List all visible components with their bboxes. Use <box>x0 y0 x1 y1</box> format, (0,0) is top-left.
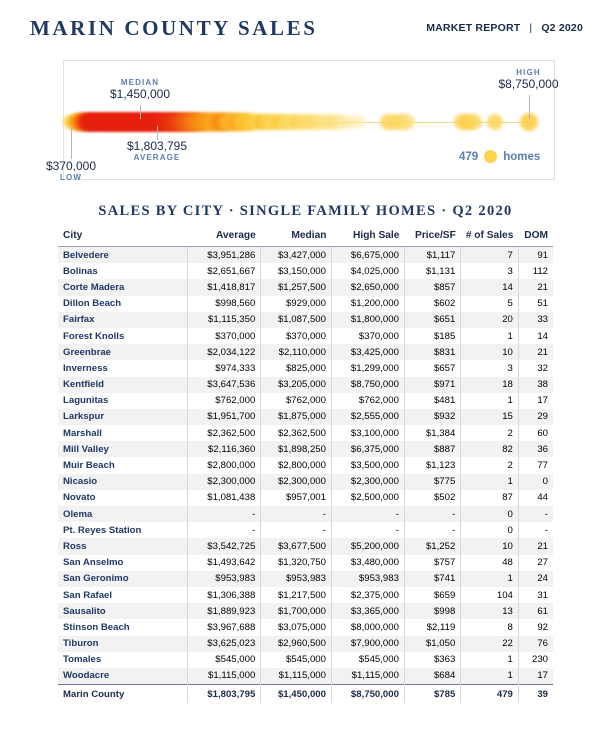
annotation-median <box>75 78 205 101</box>
cell-median: - <box>261 522 332 538</box>
cell-price-sf: $481 <box>404 393 460 409</box>
annotation-average-leader <box>157 126 158 140</box>
cell-city: Greenbrae <box>58 344 188 360</box>
legend-count: 479 <box>459 150 479 163</box>
cell-average: $1,115,350 <box>188 312 261 328</box>
column-header-median[interactable]: Median <box>261 228 332 247</box>
cell-price-sf: $831 <box>404 344 460 360</box>
cell-average: $2,300,000 <box>188 474 261 490</box>
cell-dom: 112 <box>532 265 548 277</box>
section-title: SALES BY CITY · SINGLE FAMILY HOMES · Q2 2020 <box>98 203 513 219</box>
chart-axis-line <box>68 122 530 123</box>
table-row[interactable] <box>58 652 553 668</box>
cell-num-sales: 2 <box>461 457 519 473</box>
annotation-low-value: $370,000 <box>45 159 97 173</box>
cell-num-sales: 14 <box>461 279 519 295</box>
cell-average: $545,000 <box>188 652 261 668</box>
cell-price-sf: $971 <box>404 377 460 393</box>
cell-dom: 21 <box>518 279 553 295</box>
cell-dom: 92 <box>537 621 548 633</box>
cell-price-sf: $887 <box>404 441 460 457</box>
cell-high-sale: $8,000,000 <box>331 619 404 635</box>
annotation-high-leader <box>529 95 530 119</box>
total-cell-price-sf: $785 <box>404 685 460 703</box>
cell-average: $3,625,023 <box>188 636 261 652</box>
cell-num-sales: 87 <box>461 490 519 506</box>
meta-separator: | <box>529 22 533 34</box>
total-cell-median: $1,450,000 <box>261 685 332 703</box>
cell-num-sales: 10 <box>461 344 519 360</box>
cell-median: $953,983 <box>261 571 332 587</box>
column-header-city[interactable]: City <box>58 228 188 247</box>
table-header-row <box>58 228 553 247</box>
cell-num-sales: 104 <box>461 587 519 603</box>
cell-price-sf: $1,050 <box>404 636 460 652</box>
cell-dom: 14 <box>537 330 548 342</box>
cell-city: Forest Knolls <box>58 328 188 344</box>
cell-average: $2,362,500 <box>188 425 261 441</box>
report-meta <box>426 22 583 34</box>
table-row[interactable] <box>58 538 553 554</box>
cell-price-sf: $1,117 <box>404 247 460 264</box>
cell-num-sales: 1 <box>461 668 519 685</box>
table-row[interactable] <box>58 377 553 393</box>
cell-median: $957,001 <box>261 490 332 506</box>
annotation-high-value: $8,750,000 <box>498 77 559 91</box>
cell-high-sale: $3,500,000 <box>331 457 404 473</box>
page-header <box>0 0 611 56</box>
cell-price-sf: $1,123 <box>404 457 460 473</box>
cell-median: $2,110,000 <box>261 344 332 360</box>
cell-city: Larkspur <box>58 409 188 425</box>
cell-average: $1,418,817 <box>188 279 261 295</box>
cell-median: $3,150,000 <box>261 263 332 279</box>
cell-high-sale: $5,200,000 <box>331 538 404 554</box>
table-row[interactable] <box>58 571 553 587</box>
cell-average: $1,951,700 <box>188 409 261 425</box>
table-row[interactable] <box>58 457 553 473</box>
table-row[interactable] <box>58 393 553 409</box>
cell-median: $1,898,250 <box>261 441 332 457</box>
cell-median: $3,205,000 <box>261 377 332 393</box>
cell-dom: 31 <box>537 589 548 601</box>
cell-price-sf: $651 <box>404 312 460 328</box>
cell-median: $1,875,000 <box>261 409 332 425</box>
cell-city: Dillon Beach <box>58 296 188 312</box>
cell-dom: - <box>544 524 548 536</box>
cell-city: Nicasio <box>58 474 188 490</box>
cell-high-sale: $2,375,000 <box>331 587 404 603</box>
cell-median: $3,075,000 <box>261 619 332 635</box>
cell-num-sales: 1 <box>461 328 519 344</box>
cell-median: - <box>261 506 332 522</box>
cell-dom: 29 <box>518 409 553 425</box>
cell-average: $974,333 <box>188 360 261 376</box>
cell-num-sales: 15 <box>461 409 519 425</box>
column-header-dom[interactable]: DOM <box>518 228 553 247</box>
cell-dom: 0 <box>518 474 553 490</box>
cell-city: Bolinas <box>58 263 188 279</box>
total-cell-city: Marin County <box>58 685 188 703</box>
cell-high-sale: $762,000 <box>331 393 404 409</box>
cell-median: $929,000 <box>261 296 332 312</box>
cell-high-sale: $2,555,000 <box>331 409 404 425</box>
cell-dom: 230 <box>531 654 548 666</box>
cell-num-sales: 13 <box>461 603 519 619</box>
cell-num-sales: 1 <box>461 393 519 409</box>
table-row[interactable] <box>58 409 553 425</box>
cell-average: $3,542,725 <box>188 538 261 554</box>
cell-city: Marshall <box>58 425 188 441</box>
cell-average: $1,889,923 <box>188 603 261 619</box>
cell-median: $1,320,750 <box>261 555 332 571</box>
cell-city: Novato <box>58 490 188 506</box>
cell-city: Ross <box>58 538 188 554</box>
cell-city: Woodacre <box>58 668 188 685</box>
cell-high-sale: $1,299,000 <box>331 360 404 376</box>
cell-dom: 36 <box>518 441 553 457</box>
cell-price-sf: $657 <box>404 360 460 376</box>
cell-median: $2,960,500 <box>261 636 332 652</box>
cell-price-sf: $932 <box>404 409 460 425</box>
table-row[interactable] <box>58 587 553 603</box>
cell-num-sales: 10 <box>461 538 519 554</box>
cell-price-sf: $602 <box>404 296 460 312</box>
table-row[interactable] <box>58 490 553 506</box>
cell-price-sf: $741 <box>404 571 460 587</box>
cell-high-sale: $1,200,000 <box>331 296 404 312</box>
cell-city: Muir Beach <box>58 457 188 473</box>
cell-high-sale: $1,800,000 <box>331 312 404 328</box>
cell-median: $1,257,500 <box>261 279 332 295</box>
table-row[interactable] <box>58 263 553 279</box>
table-row[interactable] <box>58 668 553 685</box>
report-label: MARKET REPORT <box>426 22 521 34</box>
annotation-average-caption: AVERAGE <box>133 153 181 162</box>
total-cell-dom: 39 <box>518 685 553 703</box>
cell-average: $3,967,688 <box>188 619 261 635</box>
cell-median: $370,000 <box>261 328 332 344</box>
cell-dom: 38 <box>518 377 553 393</box>
cell-median: $1,087,500 <box>261 312 332 328</box>
cell-price-sf: $1,131 <box>404 263 460 279</box>
sales-by-city-table <box>58 228 553 703</box>
cell-num-sales: 22 <box>461 636 519 652</box>
cell-price-sf: - <box>404 522 460 538</box>
cell-num-sales: 0 <box>461 506 519 522</box>
cell-average: $762,000 <box>188 393 261 409</box>
cell-num-sales: 1 <box>461 474 519 490</box>
cell-average: $2,116,360 <box>188 441 261 457</box>
cell-high-sale: $6,375,000 <box>331 441 404 457</box>
legend-label: homes <box>503 150 541 163</box>
cell-high-sale: $3,425,000 <box>331 344 404 360</box>
cell-high-sale: $8,750,000 <box>331 377 404 393</box>
cell-median: $1,700,000 <box>261 603 332 619</box>
cell-median: $1,115,000 <box>261 668 332 685</box>
annotation-low-caption: LOW <box>60 173 82 182</box>
cell-high-sale: $1,115,000 <box>331 668 404 685</box>
cell-average: $953,983 <box>188 571 261 587</box>
cell-dom: 17 <box>537 395 548 407</box>
cell-city: Inverness <box>58 360 188 376</box>
cell-city: Lagunitas <box>58 393 188 409</box>
cell-average: $1,306,388 <box>188 587 261 603</box>
cell-num-sales: 48 <box>461 555 519 571</box>
cell-price-sf: $757 <box>404 555 460 571</box>
total-cell-average: $1,803,795 <box>188 685 261 703</box>
cell-city: San Rafael <box>58 587 188 603</box>
table-row[interactable] <box>58 328 553 344</box>
cell-average: $370,000 <box>188 328 261 344</box>
table-row[interactable] <box>58 522 553 538</box>
cell-city: Stinson Beach <box>58 619 188 635</box>
cell-num-sales: 0 <box>461 522 519 538</box>
cell-average: - <box>188 522 261 538</box>
cell-price-sf: $684 <box>404 668 460 685</box>
cell-dom: - <box>518 506 553 522</box>
cell-high-sale: $6,675,000 <box>331 247 404 264</box>
cell-num-sales: 82 <box>461 441 519 457</box>
cell-city: Sausalito <box>58 603 188 619</box>
cell-city: Fairfax <box>58 312 188 328</box>
cell-average: $2,800,000 <box>188 457 261 473</box>
cell-average: $2,034,122 <box>188 344 261 360</box>
cell-city: Belvedere <box>58 247 188 264</box>
cell-price-sf: $1,252 <box>404 538 460 554</box>
table-row[interactable] <box>58 555 553 571</box>
cell-city: Mill Valley <box>58 441 188 457</box>
table-row[interactable] <box>58 441 553 457</box>
cell-average: $998,560 <box>188 296 261 312</box>
cell-dom: 21 <box>518 538 553 554</box>
cell-average: $1,081,438 <box>188 490 261 506</box>
cell-median: $1,217,500 <box>261 587 332 603</box>
cell-dom: 76 <box>518 636 553 652</box>
table-row[interactable] <box>58 360 553 376</box>
cell-high-sale: $7,900,000 <box>331 636 404 652</box>
cell-average: $3,647,536 <box>188 377 261 393</box>
cell-price-sf: $998 <box>404 603 460 619</box>
cell-city: Pt. Reyes Station <box>58 522 188 538</box>
cell-median: $762,000 <box>261 393 332 409</box>
cell-high-sale: $2,500,000 <box>331 490 404 506</box>
cell-num-sales: 3 <box>461 360 519 376</box>
legend-dot-icon <box>484 150 497 163</box>
cell-median: $3,677,500 <box>261 538 332 554</box>
table-row[interactable] <box>58 344 553 360</box>
report-period: Q2 2020 <box>541 22 583 34</box>
total-cell-num-sales: 479 <box>461 685 519 703</box>
cell-city: Kentfield <box>58 377 188 393</box>
cell-median: $2,800,000 <box>261 457 332 473</box>
cell-dom: 27 <box>537 557 548 569</box>
cell-median: $545,000 <box>261 652 332 668</box>
cell-city: Tomales <box>58 652 188 668</box>
cell-price-sf: $1,384 <box>404 425 460 441</box>
total-cell-high-sale: $8,750,000 <box>331 685 404 703</box>
table-row[interactable] <box>58 603 553 619</box>
cell-price-sf: $363 <box>404 652 460 668</box>
cell-high-sale: $370,000 <box>331 328 404 344</box>
annotation-average-value: $1,803,795 <box>126 139 188 153</box>
table-row[interactable] <box>58 474 553 490</box>
cell-num-sales: 1 <box>461 652 519 668</box>
cell-high-sale: $3,480,000 <box>331 555 404 571</box>
cell-dom: 24 <box>518 571 553 587</box>
cell-high-sale: $2,650,000 <box>331 279 404 295</box>
cell-high-sale: $545,000 <box>331 652 404 668</box>
cell-num-sales: 7 <box>461 247 519 264</box>
cell-high-sale: - <box>331 522 404 538</box>
cell-price-sf: $2,119 <box>404 619 460 635</box>
cell-high-sale: $4,025,000 <box>331 263 404 279</box>
cell-dom: 61 <box>518 603 553 619</box>
cell-price-sf: $857 <box>404 279 460 295</box>
cell-average: $1,493,642 <box>188 555 261 571</box>
column-header-average[interactable]: Average <box>188 228 261 247</box>
cell-high-sale: $3,365,000 <box>331 603 404 619</box>
cell-num-sales: 5 <box>461 296 519 312</box>
cell-high-sale: $2,300,000 <box>331 474 404 490</box>
cell-num-sales: 3 <box>461 263 519 279</box>
cell-price-sf: $775 <box>404 474 460 490</box>
table-row[interactable] <box>58 247 553 264</box>
cell-average: $2,651,667 <box>188 263 261 279</box>
table-row[interactable] <box>58 425 553 441</box>
cell-city: San Anselmo <box>58 555 188 571</box>
cell-average: $1,115,000 <box>188 668 261 685</box>
cell-price-sf: $659 <box>404 587 460 603</box>
cell-num-sales: 2 <box>461 425 519 441</box>
cell-high-sale: $953,983 <box>331 571 404 587</box>
chart-legend <box>459 150 540 163</box>
annotation-low <box>21 159 121 182</box>
column-header-num-sales[interactable]: # of Sales <box>461 228 519 247</box>
cell-median: $825,000 <box>261 360 332 376</box>
cell-city: San Geronimo <box>58 571 188 587</box>
cell-city: Olema <box>58 506 188 522</box>
cell-num-sales: 1 <box>461 571 519 587</box>
page-title: MARIN COUNTY SALES <box>30 15 318 40</box>
cell-median: $3,427,000 <box>261 247 332 264</box>
table-row[interactable] <box>58 312 553 328</box>
table-row[interactable] <box>58 279 553 295</box>
cell-median: $2,362,500 <box>261 425 332 441</box>
cell-dom: 51 <box>537 298 548 310</box>
cell-dom: 32 <box>537 362 548 374</box>
cell-price-sf: - <box>404 506 460 522</box>
table-row[interactable] <box>58 619 553 635</box>
cell-dom: 33 <box>518 312 553 328</box>
cell-city: Tiburon <box>58 636 188 652</box>
cell-high-sale: $3,100,000 <box>331 425 404 441</box>
cell-dom: 60 <box>537 427 548 439</box>
cell-high-sale: - <box>331 506 404 522</box>
cell-dom: 77 <box>537 460 548 472</box>
cell-city: Corte Madera <box>58 279 188 295</box>
annotation-median-caption: MEDIAN <box>120 78 160 87</box>
annotation-median-leader <box>140 105 141 119</box>
cell-average: $3,951,286 <box>188 247 261 264</box>
annotation-low-leader <box>71 126 72 159</box>
column-header-price-sf[interactable]: Price/SF <box>404 228 460 247</box>
cell-num-sales: 8 <box>461 619 519 635</box>
cell-dom: 44 <box>537 492 548 504</box>
table-row[interactable] <box>58 636 553 652</box>
table-row[interactable] <box>58 296 553 312</box>
table-total-row <box>58 685 553 703</box>
cell-dom: 17 <box>518 668 553 685</box>
cell-num-sales: 20 <box>461 312 519 328</box>
annotation-high-caption: HIGH <box>516 68 541 77</box>
annotation-median-value: $1,450,000 <box>109 87 171 101</box>
cell-average: - <box>188 506 261 522</box>
cell-median: $2,300,000 <box>261 474 332 490</box>
column-header-high-sale[interactable]: High Sale <box>331 228 404 247</box>
cell-price-sf: $502 <box>404 490 460 506</box>
table-row[interactable] <box>58 506 553 522</box>
cell-price-sf: $185 <box>404 328 460 344</box>
annotation-high <box>466 68 591 91</box>
cell-dom: 21 <box>518 344 553 360</box>
cell-num-sales: 18 <box>461 377 519 393</box>
cell-dom: 91 <box>518 247 553 264</box>
